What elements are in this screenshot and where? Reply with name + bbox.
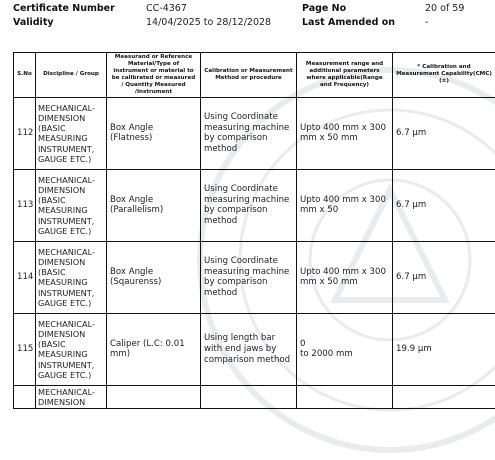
column-header-measurand: Measurand or Reference Material/Type of instrument or material to be calibrated or measured / Quantity Measured /Instrument: [107, 53, 201, 98]
cell-sno: 114: [14, 241, 36, 313]
cell-sno: 112: [14, 97, 36, 169]
last-amended-value: -: [425, 17, 428, 28]
table-row: [14, 169, 495, 241]
column-header-cmc: * Calibration and Measurement Capability(CMC)(±): [393, 53, 495, 98]
page-no-label: Page No: [302, 3, 346, 14]
cell-measurand: Box Angle (Flatness): [107, 97, 201, 169]
cell-measurand: [107, 385, 201, 408]
cell-cmc: 19.9 µm: [393, 313, 495, 385]
cell-range: Upto 400 mm x 300 mm x 50: [297, 169, 393, 241]
page-no-value: 20 of 59: [425, 3, 464, 14]
column-header-range: Measurement range and additional parameters where applicable(Range and Frequency): [297, 53, 393, 98]
cell-sno: 115: [14, 313, 36, 385]
accreditation-table: [13, 52, 495, 409]
cell-method: Using Coordinate measuring machine by comparison method: [201, 97, 297, 169]
table-header-row: [14, 53, 495, 98]
cell-range: Upto 400 mm x 300 mm x 50 mm: [297, 97, 393, 169]
cell-cmc: 6.7 µm: [393, 97, 495, 169]
cell-range: [297, 385, 393, 408]
certificate-header: [0, 0, 495, 36]
validity-value: 14/04/2025 to 28/12/2028: [146, 17, 271, 28]
cell-group: MECHANICAL- DIMENSION (BASIC MEASURING INSTRUMENT, GAUGE ETC.): [36, 313, 107, 385]
last-amended-label: Last Amended on: [302, 17, 395, 28]
cell-range: 0 to 2000 mm: [297, 313, 393, 385]
cell-measurand: Caliper (L.C: 0.01 mm): [107, 313, 201, 385]
cell-sno: [14, 385, 36, 408]
cell-measurand: Box Angle (Sqaurenss): [107, 241, 201, 313]
cell-group: MECHANICAL- DIMENSION (BASIC MEASURING INSTRUMENT, GAUGE ETC.): [36, 241, 107, 313]
table-row: [14, 313, 495, 385]
certificate-number-label: Certificate Number: [13, 3, 115, 14]
column-header-method: Calibration or Measurement Method or procedure: [201, 53, 297, 98]
certificate-number-value: CC-4367: [146, 3, 187, 14]
cell-method: Using Coordinate measuring machine by comparison method: [201, 169, 297, 241]
cell-method: Using length bar with end jaws by comparison method: [201, 313, 297, 385]
cell-sno: 113: [14, 169, 36, 241]
cell-measurand: Box Angle (Parallelism): [107, 169, 201, 241]
cell-group: MECHANICAL- DIMENSION (BASIC MEASURING INSTRUMENT, GAUGE ETC.): [36, 97, 107, 169]
cell-cmc: 6.7 µm: [393, 241, 495, 313]
validity-label: Validity: [13, 17, 54, 28]
cell-method: [201, 385, 297, 408]
column-header-discipline: Discipline / Group: [36, 53, 107, 98]
cell-range: Upto 400 mm x 300 mm x 50 mm: [297, 241, 393, 313]
table-row: [14, 385, 495, 408]
cell-cmc: 6.7 µm: [393, 169, 495, 241]
cell-cmc: [393, 385, 495, 408]
column-header-sno: S.No: [14, 53, 36, 98]
cell-group: MECHANICAL- DIMENSION: [36, 385, 107, 408]
cell-group: MECHANICAL- DIMENSION (BASIC MEASURING INSTRUMENT, GAUGE ETC.): [36, 169, 107, 241]
cell-method: Using Coordinate measuring machine by comparison method: [201, 241, 297, 313]
table-row: [14, 241, 495, 313]
table-row: [14, 97, 495, 169]
